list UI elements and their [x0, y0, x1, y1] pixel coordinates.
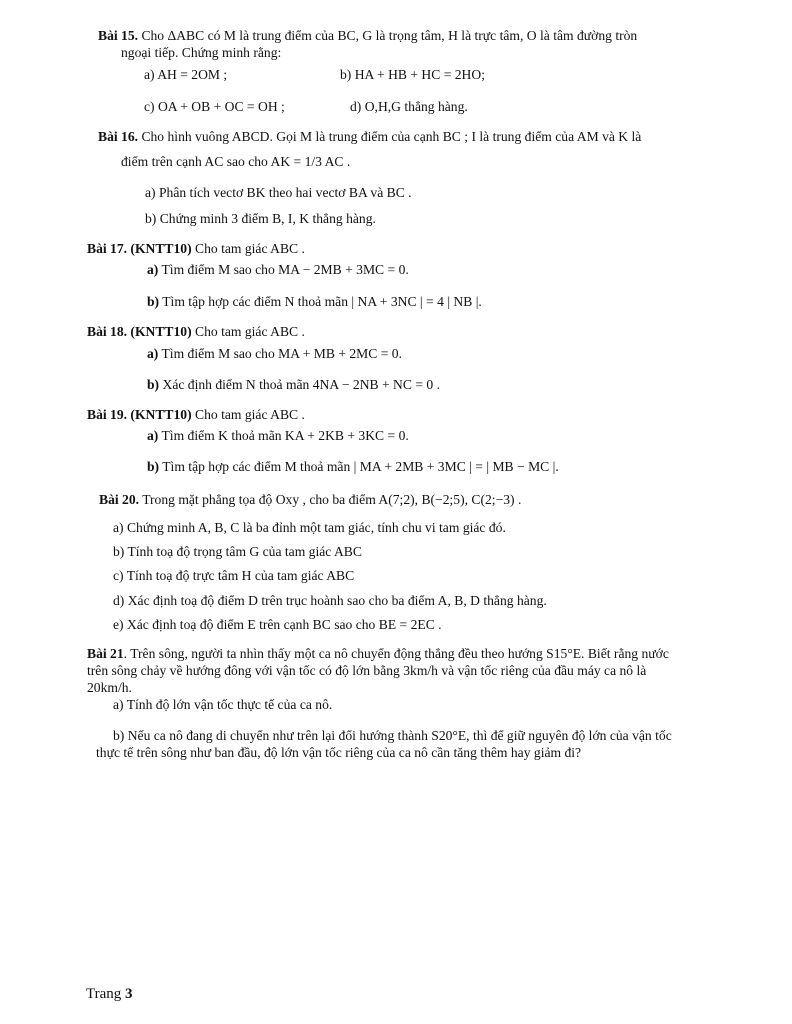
bai17-intro: Cho tam giác ABC . [195, 241, 305, 256]
footer-label: Trang [86, 986, 122, 1002]
bai21-title: Bài 21 [87, 646, 124, 661]
bai20-item-c: c) Tính toạ độ trực tâm H của tam giác ABC [113, 568, 355, 583]
bai15-title: Bài 15. [98, 28, 139, 43]
bai17-item-a [147, 261, 409, 278]
bai19-item-b [147, 458, 559, 475]
bai21-text2: trên sông chảy về hướng đông với vận tốc có độ lớn bằng 3km/h và vận tốc riêng của đầu máy ca nô là [87, 663, 647, 678]
bai15-item-d: d) O,H,G thẳng hàng. [350, 99, 468, 114]
bai19-line1 [87, 406, 305, 423]
bai16-item-a: a) Phân tích vectơ BK theo hai vectơ BA và BC . [145, 185, 412, 200]
bai17-title: Bài 17. (KNTT10) [87, 241, 192, 256]
bai21-item-b-line2: thực tế trên sông như ban đầu, độ lớn vận tốc riêng của ca nô cần tăng thêm hay giảm đi? [96, 745, 582, 760]
bai21-text1: . Trên sông, người ta nhìn thấy một ca nô chuyển động thẳng đều theo hướng S15°E. Biết rằng nước [123, 646, 669, 661]
bai21-text3: 20km/h. [87, 680, 132, 695]
bai19-a-text: Tìm điểm K thoả mãn KA + 2KB + 3KC = 0. [161, 428, 409, 443]
bai18-item-a [147, 345, 402, 362]
bai16-title: Bài 16. [98, 129, 139, 144]
bai15-text1: Cho ΔABC có M là trung điểm của BC, G là trọng tâm, H là trực tâm, O là tâm đường tròn [141, 28, 638, 43]
bai19-item-a [147, 427, 409, 444]
bai16-item-b: b) Chứng minh 3 điểm B, I, K thẳng hàng. [145, 211, 376, 226]
bai20-intro: Trong mặt phẳng tọa độ Oxy , cho ba điểm A(7;2), B(−2;5), C(2;−3) . [142, 492, 522, 507]
bai17-b-label: b) [147, 294, 160, 309]
bai16-line1 [98, 128, 641, 145]
bai19-b-text: Tìm tập hợp các điểm M thoả mãn | MA + 2MB + 3MC | = | MB − MC |. [162, 459, 559, 474]
bai18-a-text: Tìm điểm M sao cho MA + MB + 2MC = 0. [161, 346, 402, 361]
bai16-text1: Cho hình vuông ABCD. Gọi M là trung điểm của cạnh BC ; I là trung điểm của AM và K là [141, 129, 642, 144]
bai18-title: Bài 18. (KNTT10) [87, 324, 192, 339]
bai16-text2: điểm trên cạnh AC sao cho AK = 1/3 AC . [121, 154, 351, 169]
bai15-item-a: a) AH = 2OM ; [144, 67, 228, 82]
bai18-intro: Cho tam giác ABC . [195, 324, 305, 339]
bai15-item-b: b) HA + HB + HC = 2HO; [340, 67, 485, 82]
bai17-line1 [87, 240, 305, 257]
bai15-text2: ngoại tiếp. Chứng minh rằng: [121, 45, 282, 60]
bai20-title: Bài 20. [99, 492, 140, 507]
bai18-b-text: Xác định điểm N thoả mãn 4NA − 2NB + NC = 0 . [162, 377, 440, 392]
bai15-item-c: c) OA + OB + OC = OH ; [144, 99, 285, 114]
bai15-line1 [98, 27, 637, 44]
bai20-item-a: a) Chứng minh A, B, C là ba đỉnh một tam giác, tính chu vi tam giác đó. [113, 520, 506, 535]
footer-page-number: 3 [125, 986, 133, 1002]
bai21-item-a: a) Tính độ lớn vận tốc thực tế của ca nô. [113, 697, 333, 712]
bai18-b-label: b) [147, 377, 160, 392]
bai18-line1 [87, 323, 305, 340]
bai19-a-label: a) [147, 428, 159, 443]
bai17-a-label: a) [147, 262, 159, 277]
bai21-item-b-line1: b) Nếu ca nô đang di chuyển như trên lại đổi hướng thành S20°E, thì để giữ nguyên độ lớn của vận tốc [113, 728, 672, 743]
bai19-b-label: b) [147, 459, 160, 474]
bai20-item-e: e) Xác định toạ độ điểm E trên cạnh BC sao cho BE = 2EC . [113, 617, 442, 632]
bai18-item-b [147, 376, 440, 393]
bai17-b-text: Tìm tập hợp các điểm N thoả mãn | NA + 3NC | = 4 | NB |. [162, 294, 482, 309]
bai17-item-b [147, 293, 482, 310]
bai18-a-label: a) [147, 346, 159, 361]
bai19-title: Bài 19. (KNTT10) [87, 407, 192, 422]
bai19-intro: Cho tam giác ABC . [195, 407, 305, 422]
bai20-line1 [99, 491, 521, 508]
bai21-line1 [87, 645, 669, 662]
bai20-item-b: b) Tính toạ độ trọng tâm G của tam giác ABC [113, 544, 362, 559]
bai20-item-d: d) Xác định toạ độ điểm D trên trục hoành sao cho ba điểm A, B, D thẳng hàng. [113, 593, 547, 608]
page-footer [86, 986, 133, 1003]
bai17-a-text: Tìm điểm M sao cho MA − 2MB + 3MC = 0. [161, 262, 409, 277]
